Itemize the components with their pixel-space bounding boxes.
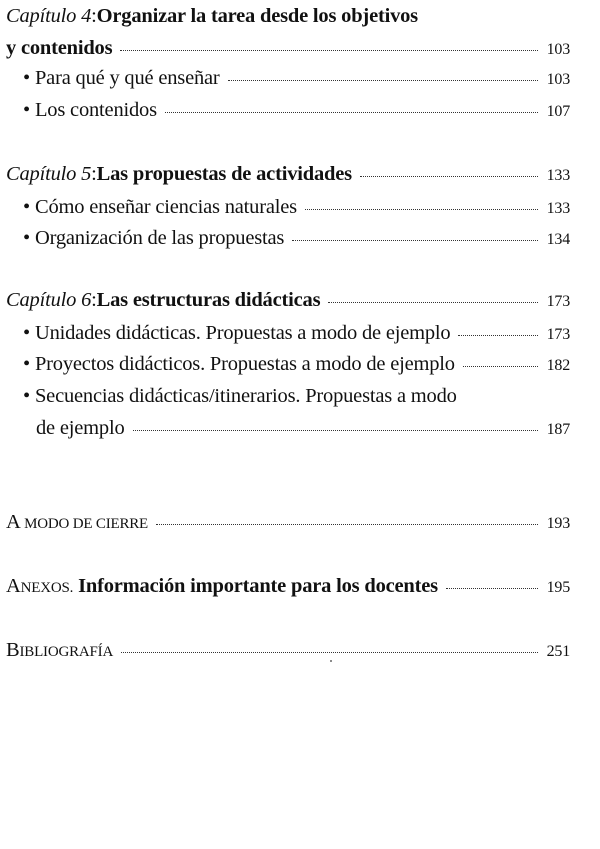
dot-leader — [292, 239, 538, 241]
toc-item-page: 182 — [546, 357, 570, 374]
dot-leader — [458, 334, 538, 336]
toc-item[interactable] — [23, 98, 570, 124]
chapter-6-separator: : — [91, 289, 97, 311]
dot-leader — [120, 49, 538, 51]
dot-leader — [156, 523, 538, 525]
toc-item[interactable] — [23, 226, 570, 252]
toc-item-label-line1: Secuencias didácticas/itinerarios. Propuestas a modo — [34, 385, 457, 407]
toc-item[interactable] — [23, 66, 570, 92]
dot-leader — [446, 587, 538, 589]
chapter-5-separator: : — [91, 163, 97, 185]
toc-item[interactable] — [23, 321, 570, 347]
dot-leader — [133, 429, 538, 431]
dot-leader — [328, 301, 538, 303]
toc-item-page: 103 — [546, 71, 570, 88]
toc-item-page: 187 — [546, 421, 570, 438]
anexos-page: 195 — [546, 579, 570, 596]
dot-leader — [121, 651, 538, 653]
dot-leader — [228, 79, 538, 81]
toc-item-label: Los contenidos — [34, 99, 157, 121]
cierre-page: 193 — [546, 515, 570, 532]
bullet-icon: • — [23, 227, 30, 249]
section-anexos[interactable] — [6, 574, 570, 600]
bullet-icon: • — [23, 353, 30, 375]
toc-item-label: Organización de las propuestas — [34, 227, 285, 249]
chapter-5-page: 133 — [546, 167, 570, 184]
toc-item-page: 107 — [546, 103, 570, 120]
chapter-4-page: 103 — [546, 41, 570, 58]
bullet-icon: • — [23, 67, 30, 89]
dot-leader — [463, 365, 538, 367]
print-speck — [330, 660, 332, 662]
toc-item[interactable] — [23, 384, 570, 408]
bibliografia-label: BIBLIOGRAFÍA — [6, 639, 114, 661]
chapter-4-prefix: Capítulo 4 — [6, 5, 92, 27]
toc-item-label: Unidades didácticas. Propuestas a modo de ejemplo — [34, 322, 451, 344]
chapter-5-entry[interactable] — [6, 162, 570, 188]
section-cierre[interactable] — [6, 510, 570, 536]
bullet-icon: • — [23, 196, 30, 218]
section-bibliografia[interactable] — [6, 638, 570, 664]
chapter-4-entry[interactable] — [6, 36, 570, 62]
bibliografia-page: 251 — [546, 643, 570, 660]
toc-item-page: 133 — [546, 200, 570, 217]
toc-item-page: 134 — [546, 231, 570, 248]
chapter-6-title: Las estructuras didácticas — [96, 289, 321, 311]
bullet-icon: • — [23, 99, 30, 121]
cierre-label: A MODO DE CIERRE — [6, 511, 149, 533]
dot-leader — [360, 175, 538, 177]
toc-item-continuation[interactable] — [36, 416, 570, 442]
toc-item[interactable] — [23, 352, 570, 378]
chapter-6-prefix: Capítulo 6 — [6, 289, 92, 311]
toc-item[interactable] — [23, 195, 570, 221]
toc-item-label: Proyectos didácticos. Propuestas a modo de ejemplo — [34, 353, 455, 375]
chapter-4-title-line2: y contenidos — [6, 37, 113, 59]
chapter-5-prefix: Capítulo 5 — [6, 163, 92, 185]
toc-item-label: Cómo enseñar ciencias naturales — [34, 196, 297, 218]
dot-leader — [305, 208, 538, 210]
toc-item-label: Para qué y qué enseñar — [34, 67, 220, 89]
chapter-4-heading — [6, 4, 570, 28]
toc-item-page: 173 — [546, 326, 570, 343]
chapter-5-title: Las propuestas de actividades — [96, 163, 352, 185]
bullet-icon: • — [23, 322, 30, 344]
anexos-label: ANEXOS. Información importante para los docentes — [6, 575, 438, 597]
chapter-6-entry[interactable] — [6, 288, 570, 314]
chapter-4-title-line1: Organizar la tarea desde los objetivos — [96, 5, 418, 27]
toc-item-label-line2: de ejemplo — [36, 417, 125, 439]
bullet-icon: • — [23, 385, 30, 407]
chapter-6-page: 173 — [546, 293, 570, 310]
chapter-4-separator: : — [91, 5, 97, 27]
dot-leader — [165, 111, 538, 113]
